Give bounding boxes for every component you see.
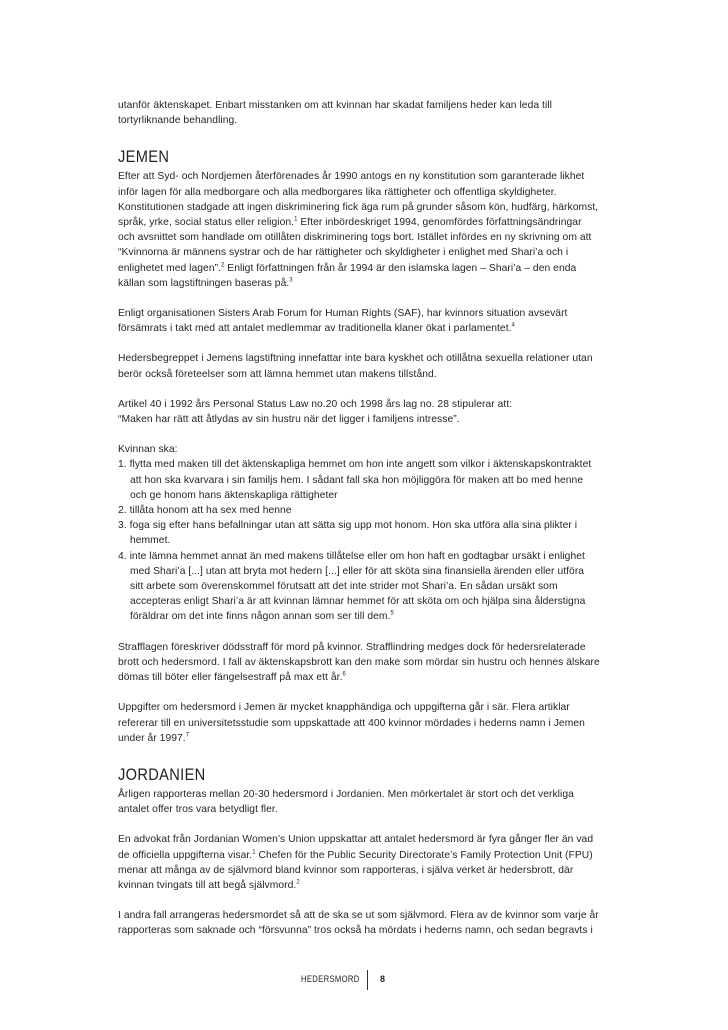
footnote-ref: 4 bbox=[511, 322, 515, 329]
list-item: 3. foga sig efter hans befallningar utan att sätta sig upp mot honom. Hon ska utföra alla sina plikter i hemmet. bbox=[118, 520, 578, 547]
list-item: 1. flytta med maken till det äktenskapliga hemmet om hon inte angett som vilkor i äktenskapskontraktet att hon ska kvarvara i sin familjs hem. I sådant fall ska hon möjliggöra för maken att bo med henne och ge honom hans äktenskapliga rättigheter bbox=[118, 459, 592, 501]
footer-divider bbox=[367, 970, 368, 990]
footnote-ref: 6 bbox=[342, 671, 346, 678]
footer-title: HEDERSMORD bbox=[301, 974, 360, 984]
jemen-paragraph-6: Uppgifter om hedersmord i Jemen är mycket knapphändiga och uppgifterna går i sär. Flera artiklar refererar till en universitetsstudie som uppskattade att 400 kvinnor mördades i hederns namn i Jemen under år 1997.$^7$ bbox=[118, 702, 585, 744]
footnote-ref: 1 bbox=[252, 849, 256, 856]
jemen-paragraph-4: Artikel 40 i 1992 års Personal Status Law no.20 och 1998 års lag no. 28 stipulerar att: “Maken har rätt att åtlydas av sin hustru när det ligger i familjens intresse”. bbox=[118, 398, 513, 426]
jemen-paragraph-5: Strafflagen föreskriver dödsstraff för mord på kvinnor. Strafflindring medges dock för hedersrelaterade brott och hedersmord. I fall av äktenskapsbrott kan den make som mördar sin hustru och hennes älskare dömas till böter eller fängelsestraff på max ett år.$^6$ bbox=[118, 641, 600, 684]
jordanien-paragraph-1: Årligen rapporteras mellan 20-30 hedersmord i Jordanien. Men mörkertalet är stort och det verkliga antalet offer tros vara betydligt fler. bbox=[118, 788, 574, 816]
intro-paragraph: utanför äktenskapet. Enbart misstanken om att kvinnan har skadat familjens heder kan leda till tortyrliknande behandling. bbox=[118, 100, 552, 127]
footnote-ref: 2 bbox=[221, 262, 225, 269]
jordanien-paragraph-3: I andra fall arrangeras hedersmordet så att de ska se ut som självmord. Flera av de kvinnor som varje år rapporteras som saknade och “försvunna” tros också ha mördats i hederns namn, och sedan begravts i bbox=[118, 910, 599, 937]
footnote-ref: 2 bbox=[296, 879, 300, 886]
footnote-ref: 7 bbox=[185, 732, 190, 739]
quote: “Maken har rätt att åtlydas av sin hustru när det ligger i familjens intresse”. bbox=[118, 414, 460, 426]
page-body bbox=[118, 98, 600, 954]
section-heading-jordanien: JORDANIEN bbox=[118, 764, 206, 784]
footnote-ref: 1 bbox=[294, 216, 298, 223]
list-item: 2. tillåta honom att ha sex med henne bbox=[118, 505, 292, 517]
jemen-paragraph-2: Enligt organisationen Sisters Arab Forum for Human Rights (SAF), har kvinnors situation avsevärt försämrats i takt med att antalet medlemmar av traditionella klaner ökat i parlamentet.$^4$ bbox=[118, 308, 568, 335]
jordanien-paragraph-2: En advokat från Jordanian Women’s Union uppskattar att antalet hedersmord är fyra gånger fler än vad de officiella uppgifterna visar.$^1$ Chefen för the Public Security Directorate’s Family Protection Unit (FPU) menar att många av de självmord bland kvinnor som rapporteras, i själva verket är hedersbrott, där kvinnan tvingats till att begå självmord.$^2$ bbox=[118, 834, 594, 891]
page-number: 8 bbox=[380, 974, 386, 984]
list-item: 4. inte lämna hemmet annat än med makens tillåtelse eller om hon haft en godtagbar ursäkt i enlighet med Shari’a [...] utan att bryta mot hedern [...] eller för att sköta sina finansiella ärenden eller utföra sitt arbete som överenskommel förutsatt att det inte strider mot Shari’a. En sådan ursäkt som accepteras enligt Shari’a är att kvinnan lämnar hemmet för att sköta om och hjälpa sina ålderstigna föräldrar om det inte finns någon annan som ser till dem.$^5$ bbox=[118, 550, 586, 623]
footnote-ref: 3 bbox=[289, 277, 293, 284]
obligations-list bbox=[118, 442, 600, 624]
list-intro: Kvinnan ska: bbox=[118, 444, 178, 456]
footnote-ref: 5 bbox=[390, 611, 394, 618]
section-heading-jemen: JEMEN bbox=[118, 147, 170, 167]
jemen-paragraph-3: Hedersbegreppet i Jemens lagstiftning innefattar inte bara kyskhet och otillåtna sexuella relationer utan berör också företeelser som att lämna hemmet utan makens tillstånd. bbox=[118, 353, 593, 380]
jemen-paragraph-1: Efter att Syd- och Nordjemen återförenades år 1990 antogs en ny konstitution som garanterade likhet inför lagen för alla medborgare och alla medborgares lika rättigheter och offentliga skyldigheter. Konstitutionen stadgade att ingen diskriminering fick äga rum på grunder såsom kön, hudfärg, härkomst, språk, yrke, social status eller religion.$^1$ Efter inbördeskriget 1994, genomfördes författningsändringar och avsnittet som handlade om otillåten diskriminering togs bort. Istället infördes en ny skrivning om att “Kvinnorna är männens systrar och de har rättigheter och skyldigheter i enlighet med Shari’a och i enlighetet med lagen”.$^2$ Enligt författningen från år 1994 är den islamska lagen – Shari’a – den enda källan som lagstiftningen baseras på.$^3$ bbox=[118, 171, 599, 289]
